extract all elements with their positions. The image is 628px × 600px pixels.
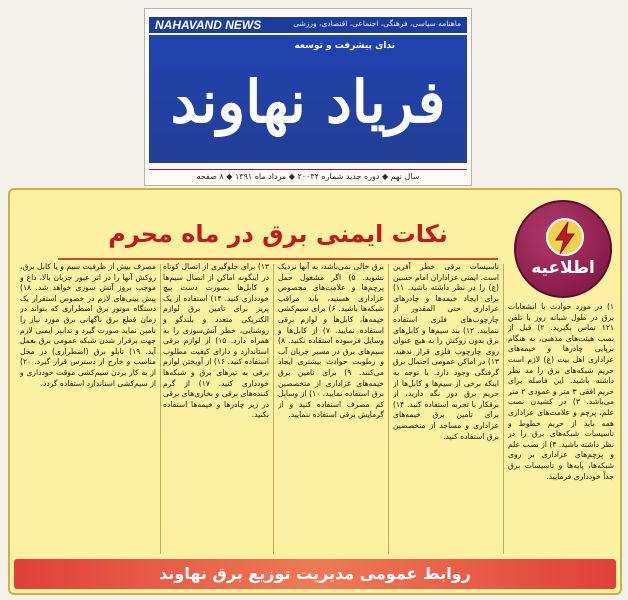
issue-info-line: سال نهم ◆ دوره جدید شماره ۲۰۰۳۴ ◆ مرداد ماه ۱۳۹۱ ◆ ۸ صفحه xyxy=(149,169,467,183)
article-panel xyxy=(8,188,622,595)
article-column-5: مصرف بیش از ظرفیت سیم و یا کابل برق، روکش آنها را در اثر عبور جریان بالا، داغ و موجب بروز آتش سوزی خواهد شد. ۱۸) پیش بینی‌های لازم در خصوص استقرار یک دستگاه موتور برق اضطراری که بتواند در زمان قطع برق ناگهانی برق مورد نیاز را تامین نماید صورت گیرد و تدابیر ایمنی لازم جهت برقرار شدن شبکه عمومی برق بعمل آید. ۱۹) تابلو برق (اضطراری) در محل مناسب و خارج از دسترس قرار گیرد. ۲۰) از به کار بردن سیم‌کشی موقت خودداری و از سیم‌کشی استاندارد استفاده گردد. xyxy=(20,262,156,388)
masthead-english-name: NAHAVAND NEWS xyxy=(155,18,262,32)
electric-bolt-icon xyxy=(540,216,590,258)
headline-divider xyxy=(58,258,498,260)
newspaper-masthead xyxy=(144,8,472,186)
column-divider xyxy=(503,264,504,554)
article-column-2: تاسیسات برقی خطر آفرین است. ایمنی عزاداران امام حسین (ع) را در نظر داشته باشید. ۱۱) برای ایجاد خیمه‌ها و چادرهای عزاداری حتی المقدور از چارچوب‌های فلزی استفاده ننمایید. ۱۲) بند سیم‌ها و کابل‌های برق بدون روکش را به هیچ عنوان روی چارچوب فلزی قرار ندهید. ۱۳) در اماکن عمومی احتمال برق گرفتگی وجود دارد. با توجه به اینکه برخی از سیم‌ها و کابل‌ها از حریم برق دور نگه دارید، از برقکار با تجربه استفاده کنید. ۱۴) برای تامین برق خیمه‌های عزاداری و مساجد از متخصصین برق استفاده کنید. xyxy=(393,262,499,441)
column-divider xyxy=(388,264,389,554)
masthead-top-band xyxy=(149,17,467,33)
notice-badge xyxy=(514,200,612,298)
notice-label: اطلاعیه xyxy=(531,258,595,278)
article-column-1: ۱) در مورد حوادث یا انشعابات برق در طول شبانه روز با تلفن ۱۲۱ تماس بگیرید. ۲) قبل از نصب هیئت‌های مذهبی، به هنگام برپایی چادرها و خیمه‌های عزاداری اهل بیت (ع) لازم است حریم شبکه‌های برق را مد نظر داشته باشید. این فاصله برای حریم افقی ۳ متر و عمودی ۲ متر می‌باشد. ۳) در کشیدن نصب علم، پرچم و علامت‌های عزاداری همه باید از حریم خطوط و تاسیسات شبکه‌های برق را در نظر داشته باشید. ۴) از نصب علم و پرچم‌های عزاداری بر روی شبکه‌ها، پایه‌ها و تاسیسات برق جداً خودداری فرمایید. xyxy=(508,302,614,481)
masthead-title-box xyxy=(149,35,467,163)
footer-credit: روابط عمومی مدیریت توزیع برق نهاوند xyxy=(14,559,616,589)
column-divider xyxy=(273,264,274,554)
article-column-4: ۱۳) برای جلوگیری از اتصال کوتاه در اینگونه اماکن از اتصال سیم‌ها و کابل‌ها بصورت دست پیچ خودداری کنید. ۱۴) استفاده از یک پریز برای تامین برق لوازم الکتریکی متعدد و بلندگو و روشنایی، خطر آتش‌سوزی را به همراه دارد. ۱۵) از لوازم برقی استاندارد و دارای کیفیت مطلوب استفاده کنید. ۱۶) از آویختن لوازم برقی به تیرهای برق و شبکه‌ها خودداری کنید. ۱۷) از گرم کننده‌های برقی و بخاری‌های برقی در زیر چادرها و خیمه‌ها استفاده نکنید. xyxy=(163,262,269,420)
masthead-slogan: ندای پیشرفت و توسعه xyxy=(294,41,395,51)
newspaper-title: فریاد نهاوند xyxy=(170,68,446,136)
article-headline: نکات ایمنی برق در ماه محرم xyxy=(108,220,448,248)
masthead-subtitle: ماهنامه سیاسی، فرهنگی، اجتماعی، اقتصادی، ورزشی xyxy=(293,19,461,28)
article-column-3: برق خالی نمی‌باشد، به آنها نزدیک نشوید. ۵) اگر مشغول حمل پرچم‌ها و علامت‌های مخصوص عزاداری هستید، باید مراقب شبکه‌ها باشید. ۶) برای سیم‌کشی خیمه‌ها، کابل‌ها و لوازم برقی استفاده نمایید. ۷) از کابل‌ها و وسایل فرسوده استفاده نکنید. ۸) سیم‌های برق در مسیر جریان آب و رطوبت حوادث بیشتری ایجاد می‌کنند. ۹) برای تامین برق خیمه‌های عزاداری از متخصصین برق استفاده نمایید. ۱۰) از وسایل کم مصرف استفاده کنید و از گرمایش برقی استفاده ننمایید. xyxy=(278,262,384,420)
column-divider xyxy=(160,264,161,554)
